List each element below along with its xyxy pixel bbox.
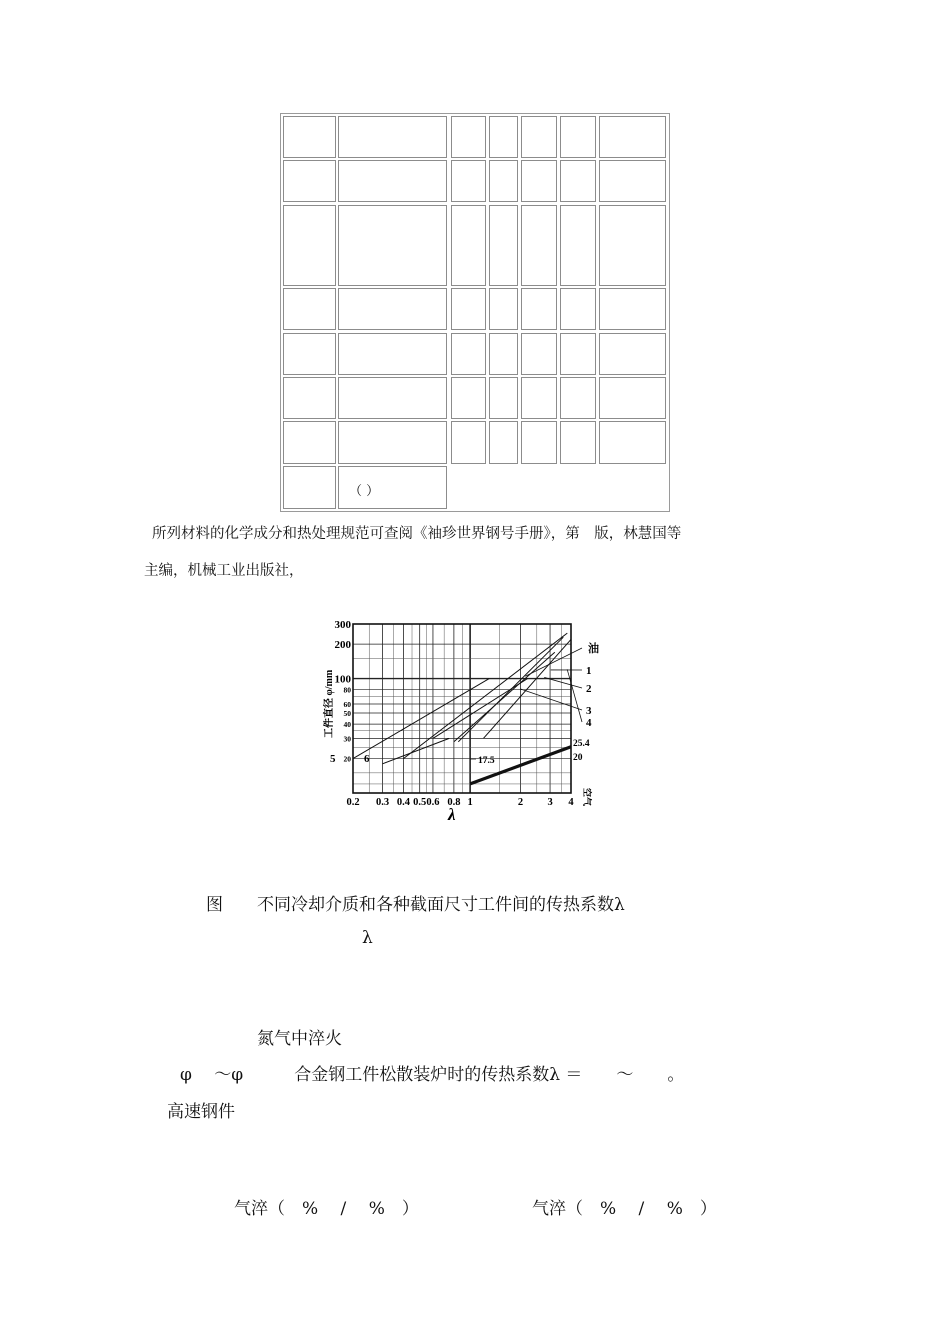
table-cell <box>560 116 596 158</box>
series-label: 4 <box>586 717 592 729</box>
table-cell <box>599 377 666 419</box>
table-cell <box>521 160 557 202</box>
y-tick-label: 50 <box>343 709 351 719</box>
quench-right: 气淬（ % / % ） <box>532 1199 717 1219</box>
section-line-a: φ ～φ 合金钢工件松散装炉时的传热系数λ ＝ ～ 。 <box>180 1065 685 1085</box>
table-cell <box>283 205 336 286</box>
series-line-2 <box>454 652 555 742</box>
series-line-4 <box>483 639 571 738</box>
table-cell <box>560 421 596 464</box>
y-tick-label: 200 <box>334 639 351 652</box>
table-cell <box>338 288 447 330</box>
table-cell <box>283 288 336 330</box>
section-line-b: 高速钢件 <box>167 1102 235 1122</box>
table-cell <box>560 205 596 286</box>
x-tick-label: 0.2 <box>346 797 360 808</box>
chart-series <box>353 633 571 784</box>
table-cell <box>451 288 486 330</box>
series-label: 6 <box>364 753 370 765</box>
table-cell <box>451 205 486 286</box>
series-line-5 <box>353 679 489 759</box>
x-tick-label: 3 <box>547 797 553 808</box>
table-cell <box>521 377 557 419</box>
leader-line <box>520 689 582 710</box>
series-label: 1 <box>586 665 592 677</box>
table-cell <box>451 160 486 202</box>
table-cell <box>338 333 447 375</box>
note-line-1: 所列材料的化学成分和热处理规范可查阅《袖珍世界钢号手册》，第 版，林慧国等 <box>152 526 682 542</box>
series-line-3 <box>433 679 528 739</box>
table-cell <box>489 116 518 158</box>
quench-left: 气淬（ % / % ） <box>234 1199 419 1219</box>
x-tick-label: 0.6 <box>426 797 440 808</box>
table-cell <box>560 333 596 375</box>
x-tick-label: 1 <box>467 797 473 808</box>
table-cell <box>521 205 557 286</box>
table-last-row-note: （ ） <box>349 484 380 499</box>
table-cell <box>283 377 336 419</box>
table-cell <box>283 116 336 158</box>
y-tick-label: 20 <box>343 754 351 764</box>
series-label: 3 <box>586 705 592 717</box>
annotation-label: 20 <box>573 753 583 763</box>
table-last-row-note-cell <box>338 466 447 509</box>
chart-grid <box>353 624 571 793</box>
table-cell <box>560 288 596 330</box>
heat-transfer-chart <box>320 618 610 823</box>
table-cell <box>599 333 666 375</box>
x-tick-label: 0.3 <box>375 797 390 808</box>
x-tick-label: 0.5 <box>413 797 427 808</box>
table-cell <box>521 421 557 464</box>
table-cell <box>599 421 666 464</box>
leader-line <box>567 669 582 722</box>
annotation-label: 25.4 <box>573 739 590 749</box>
table-cell <box>489 205 518 286</box>
table-cell <box>338 160 447 202</box>
note-line-2: 主编，机械工业出版社， <box>144 563 304 579</box>
series-line-6 <box>383 738 450 763</box>
table-cell <box>283 160 336 202</box>
y-tick-label: 300 <box>334 619 351 631</box>
y-tick-label: 30 <box>343 734 351 744</box>
leader-line <box>525 648 582 676</box>
table-cell <box>451 333 486 375</box>
table-cell <box>560 160 596 202</box>
table-cell <box>283 333 336 375</box>
series-line-油 <box>403 633 567 759</box>
annotation-label: 17.5 <box>478 756 495 766</box>
table-cell <box>338 205 447 286</box>
x-axis-label: λ <box>448 805 456 823</box>
table-cell <box>489 377 518 419</box>
plot-frame <box>353 624 571 793</box>
table-cell <box>283 466 336 509</box>
caption-lambda: λ <box>362 928 373 948</box>
series-label: 2 <box>586 683 592 695</box>
table-cell <box>489 160 518 202</box>
section-heading: 氮气中淬火 <box>257 1029 342 1049</box>
table-cell <box>599 160 666 202</box>
x-tick-label: 2 <box>517 797 524 808</box>
table-cell <box>521 288 557 330</box>
y-tick-label: 60 <box>343 699 351 709</box>
table-cell <box>560 377 596 419</box>
table-cell <box>338 377 447 419</box>
table-cell <box>283 421 336 464</box>
x-tick-label: 0.4 <box>396 797 411 808</box>
table-cell <box>599 205 666 286</box>
figure-caption: 图 不同冷却介质和各种截面尺寸工件间的传热系数λ <box>206 895 625 915</box>
series-label: 空气 <box>582 788 592 807</box>
table-cell <box>451 377 486 419</box>
table-cell <box>451 116 486 158</box>
table-cell <box>599 116 666 158</box>
table-cell <box>489 333 518 375</box>
table-cell <box>521 333 557 375</box>
y-tick-label: 40 <box>343 720 351 730</box>
x-tick-labels <box>346 797 574 808</box>
series-label: 油 <box>588 643 599 655</box>
y-axis-label: 工件直径 φ/mm <box>324 669 335 738</box>
table-cell <box>451 421 486 464</box>
table-cell <box>489 288 518 330</box>
y-tick-label: 80 <box>343 685 351 695</box>
table-cell <box>489 421 518 464</box>
table-cell <box>338 116 447 158</box>
y-tick-labels <box>335 619 352 764</box>
y-tick-label: 100 <box>334 673 351 686</box>
series-label: 5 <box>330 753 336 765</box>
table-cell <box>521 116 557 158</box>
table-cell <box>338 421 447 464</box>
x-tick-label: 0.8 <box>447 797 461 808</box>
table-cell <box>599 288 666 330</box>
x-tick-label: 4 <box>568 797 574 808</box>
